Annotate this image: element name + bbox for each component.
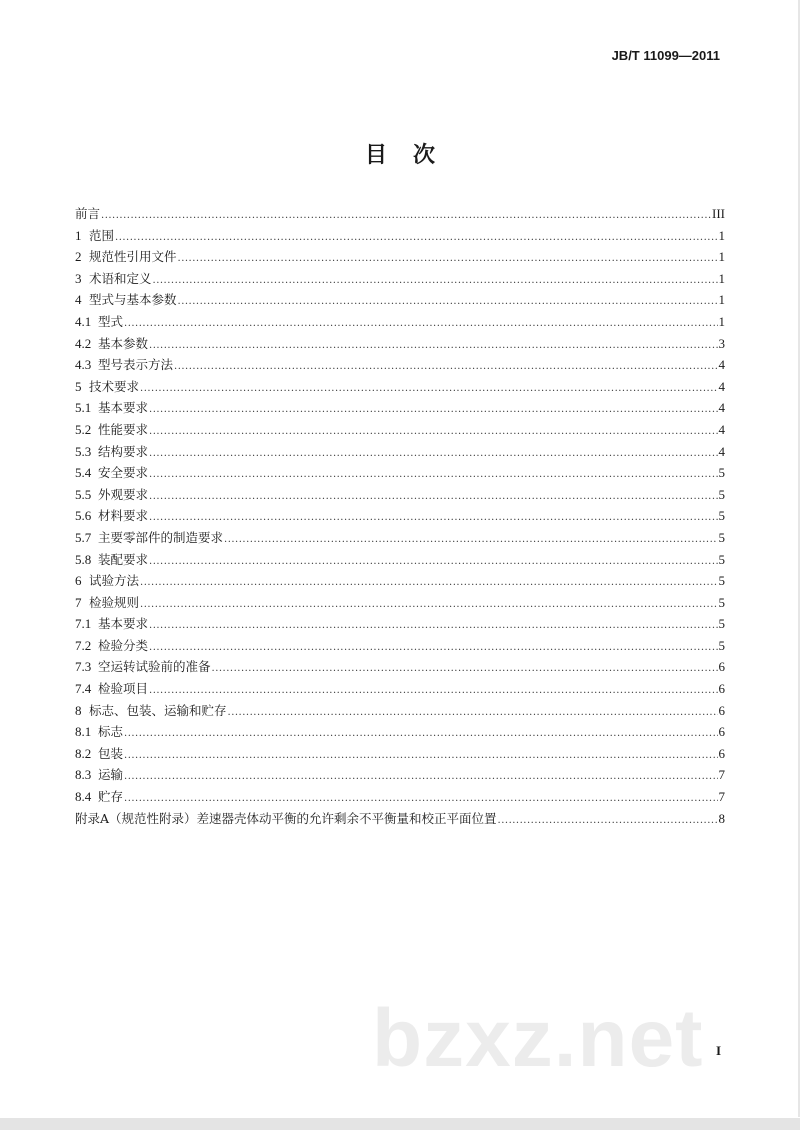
toc-entry-number: 5.4 <box>75 465 92 481</box>
toc-entry-label: 范围 <box>89 227 115 243</box>
toc-entry-page: 1 <box>718 227 725 243</box>
dot-leader <box>224 529 717 551</box>
toc-entry-label: 主要零部件的制造要求 <box>98 529 224 545</box>
toc-entry-number: 2 <box>75 249 82 265</box>
toc-entry-label: 贮存 <box>98 789 124 805</box>
dot-leader <box>178 248 718 270</box>
toc-entry-page: III <box>712 206 725 221</box>
toc-entry-page: 5 <box>718 594 725 610</box>
toc-entry[interactable] <box>75 635 725 657</box>
toc-entry-number: 8.2 <box>75 745 92 761</box>
toc-entry[interactable] <box>75 527 725 549</box>
toc-entry-page: 5 <box>718 637 725 653</box>
dot-leader <box>149 551 717 573</box>
toc-entry-page: 1 <box>718 249 725 265</box>
toc-entry-page: 1 <box>718 292 725 308</box>
dot-leader <box>149 335 717 357</box>
toc-entry[interactable] <box>75 721 725 743</box>
toc-entry[interactable] <box>75 592 725 614</box>
toc-entry-page: 4 <box>718 378 725 394</box>
toc-entry[interactable] <box>75 376 725 398</box>
toc-entry-label: 安全要求 <box>98 465 149 481</box>
toc-entry-page: 1 <box>718 270 725 286</box>
toc-entry[interactable] <box>75 225 725 247</box>
toc-entry-number: 7.1 <box>75 616 92 632</box>
toc-entry[interactable] <box>75 613 725 635</box>
dot-leader <box>140 572 717 594</box>
dot-leader <box>124 766 717 788</box>
toc-entry[interactable] <box>75 246 725 268</box>
toc-entry-label: 基本参数 <box>98 335 149 351</box>
toc-entry[interactable] <box>75 397 725 419</box>
toc-entry-number: 5.8 <box>75 551 92 567</box>
toc-entry-label: 术语和定义 <box>89 270 152 286</box>
toc-entry-number: 7.3 <box>75 659 92 675</box>
toc-entry-number: 8.4 <box>75 789 92 805</box>
toc-entry-number: 4.2 <box>75 335 92 351</box>
toc-entry[interactable] <box>75 268 725 290</box>
toc-entry-page: 4 <box>718 400 725 416</box>
toc-entry-label: 型号表示方法 <box>98 357 174 373</box>
page-separator <box>0 1118 800 1130</box>
dot-leader <box>101 205 711 227</box>
dot-leader <box>149 421 717 443</box>
toc-entry-label: 装配要求 <box>98 551 149 567</box>
toc-entry-label: 技术要求 <box>89 378 140 394</box>
toc-entry-label: 型式 <box>98 313 124 329</box>
toc-entry-label: 空运转试验前的准备 <box>98 659 211 675</box>
toc-entry-page: 6 <box>718 681 725 697</box>
toc-entry-label: 运输 <box>98 767 124 783</box>
toc-entry-page: 8 <box>718 810 725 826</box>
toc-entry[interactable] <box>75 203 725 225</box>
dot-leader <box>178 291 718 313</box>
toc-entry-number: 5.2 <box>75 421 92 437</box>
toc-entry-page: 4 <box>718 443 725 459</box>
toc-entry-page: 1 <box>718 313 725 329</box>
toc-entry-number: 5 <box>75 378 82 394</box>
toc-entry[interactable] <box>75 570 725 592</box>
watermark: bzxz.net <box>372 993 704 1084</box>
toc-entry-number: 4.3 <box>75 357 92 373</box>
toc-entry-number: 1 <box>75 227 82 243</box>
toc-entry[interactable] <box>75 743 725 765</box>
toc-entry-page: 5 <box>718 465 725 481</box>
toc-entry-number: 5.7 <box>75 529 92 545</box>
dot-leader <box>124 788 717 810</box>
toc-entry-page: 6 <box>718 724 725 740</box>
toc-entry-number: 7 <box>75 594 82 610</box>
toc-entry[interactable] <box>75 505 725 527</box>
toc-entry[interactable] <box>75 419 725 441</box>
toc-entry[interactable] <box>75 354 725 376</box>
dot-leader <box>149 443 717 465</box>
dot-leader <box>115 227 717 249</box>
page-number: I <box>716 1043 722 1058</box>
dot-leader <box>124 313 717 335</box>
standard-code: JB/T 11099—2011 <box>611 48 720 63</box>
dot-leader <box>149 464 717 486</box>
toc-entry[interactable] <box>75 786 725 808</box>
toc-entry-label: 附录A（规范性附录）差速器壳体动平衡的允许剩余不平衡量和校正平面位置 <box>75 810 497 826</box>
toc-entry-number: 8 <box>75 702 82 718</box>
toc-entry[interactable] <box>75 678 725 700</box>
toc-entry[interactable] <box>75 700 725 722</box>
toc-entry-page: 6 <box>718 659 725 675</box>
toc-entry-label: 标志、包装、运输和贮存 <box>89 702 227 718</box>
toc-entry-label: 结构要求 <box>98 443 149 459</box>
toc-entry[interactable] <box>75 808 725 830</box>
toc-entry-number: 7.4 <box>75 681 92 697</box>
toc-entry[interactable] <box>75 764 725 786</box>
toc-entry-page: 3 <box>718 335 725 351</box>
toc-entry-page: 5 <box>718 573 725 589</box>
toc-entry[interactable] <box>75 484 725 506</box>
dot-leader <box>149 680 717 702</box>
dot-leader <box>498 810 718 832</box>
dot-leader <box>149 507 717 529</box>
toc-entry-number: 5.3 <box>75 443 92 459</box>
toc-entry[interactable] <box>75 549 725 571</box>
toc-entry-label: 基本要求 <box>98 616 149 632</box>
toc-entry-label: 包装 <box>98 745 124 761</box>
toc-entry-label: 检验项目 <box>98 681 149 697</box>
toc-entry-page: 6 <box>718 702 725 718</box>
toc-entry[interactable] <box>75 311 725 333</box>
toc-entry-number: 5.6 <box>75 508 92 524</box>
dot-leader <box>140 378 717 400</box>
toc-entry-label: 前言 <box>75 206 101 221</box>
toc-entry-label: 型式与基本参数 <box>89 292 177 308</box>
dot-leader <box>212 658 718 680</box>
toc-entry-label: 性能要求 <box>98 421 149 437</box>
toc-entry-page: 5 <box>718 508 725 524</box>
dot-leader <box>149 615 717 637</box>
page-title: 目次 <box>364 142 461 168</box>
toc-entry-page: 5 <box>718 529 725 545</box>
toc-entry-number: 3 <box>75 270 82 286</box>
dot-leader <box>174 356 717 378</box>
dot-leader <box>124 723 717 745</box>
toc-entry[interactable] <box>75 289 725 311</box>
toc-entry-label: 试验方法 <box>89 573 140 589</box>
toc-entry-number: 7.2 <box>75 637 92 653</box>
toc-entry-number: 8.1 <box>75 724 92 740</box>
toc-entry-number: 4 <box>75 292 82 308</box>
toc-entry-page: 5 <box>718 486 725 502</box>
dot-leader <box>149 399 717 421</box>
toc-entry[interactable] <box>75 656 725 678</box>
toc-entry-number: 5.1 <box>75 400 92 416</box>
toc-entry-number: 5.5 <box>75 486 92 502</box>
toc-entry-page: 6 <box>718 745 725 761</box>
toc-entry-number: 8.3 <box>75 767 92 783</box>
toc-entry-page: 5 <box>718 616 725 632</box>
toc-entry[interactable] <box>75 462 725 484</box>
toc-entry-label: 检验分类 <box>98 637 149 653</box>
toc-entry-label: 材料要求 <box>98 508 149 524</box>
toc-entry-page: 4 <box>718 357 725 373</box>
dot-leader <box>153 270 718 292</box>
toc-entry-page: 5 <box>718 551 725 567</box>
dot-leader <box>149 486 717 508</box>
toc-entry-label: 外观要求 <box>98 486 149 502</box>
table-of-contents <box>75 203 725 829</box>
toc-entry[interactable] <box>75 441 725 463</box>
dot-leader <box>149 637 717 659</box>
toc-entry-page: 7 <box>718 789 725 805</box>
toc-entry-page: 4 <box>718 421 725 437</box>
toc-entry-label: 规范性引用文件 <box>89 249 177 265</box>
toc-entry-label: 检验规则 <box>89 594 140 610</box>
toc-entry-number: 6 <box>75 573 82 589</box>
toc-entry-label: 标志 <box>98 724 124 740</box>
toc-entry-number: 4.1 <box>75 313 92 329</box>
dot-leader <box>228 702 718 724</box>
toc-entry-page: 7 <box>718 767 725 783</box>
toc-entry-label: 基本要求 <box>98 400 149 416</box>
dot-leader <box>140 594 717 616</box>
dot-leader <box>124 745 717 767</box>
toc-entry[interactable] <box>75 333 725 355</box>
